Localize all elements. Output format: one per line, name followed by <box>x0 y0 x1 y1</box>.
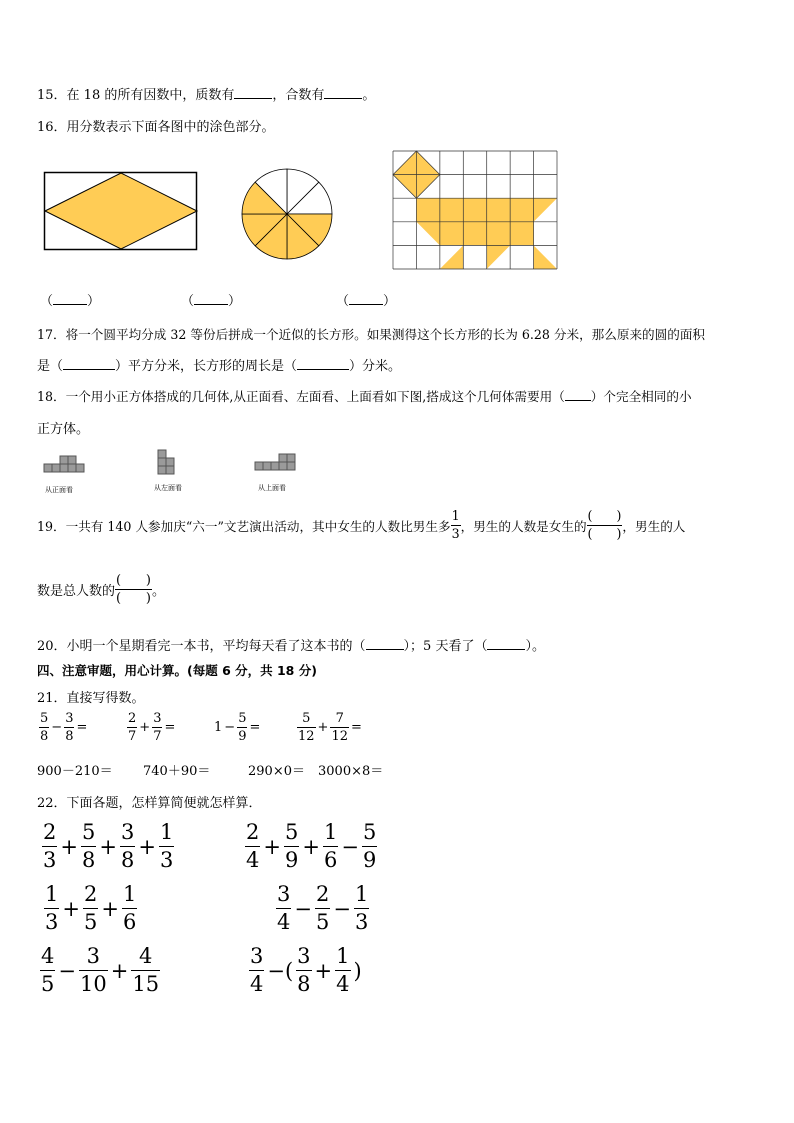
q18-top-view <box>255 450 297 474</box>
q17-line1: 17．将一个圆平均分成 32 等份后拼成一个近似的长方形。如果测得这个长方形的长为 6.28 分米，那么原来的圆的面积 <box>37 327 706 342</box>
q19-line1: 19．一共有 140 人参加庆“六一”文艺演出活动，其中女生的人数比男生多 $\frac{1}{3}$ ，男生的人数是女生的 $\frac{( )}{( )}$ ，男生的人 <box>37 508 686 541</box>
fraction: $\frac{3}{4}$ <box>250 944 264 996</box>
q21-int-3: 290×0＝ <box>248 764 305 779</box>
q20-blank-five-days[interactable] <box>487 638 525 650</box>
q21-int-2: 740＋90＝ <box>143 764 211 779</box>
fraction: $\frac{2}{4}$ <box>246 820 260 872</box>
operator: + <box>99 834 117 859</box>
operator: + <box>60 834 78 859</box>
q19-fraction-one-third: $\frac{1}{3}$ <box>451 508 460 541</box>
q20-blank-daily[interactable] <box>366 638 404 650</box>
q19-answer-fraction-2[interactable]: $\frac{( )}{( )}$ <box>116 573 151 606</box>
section-4-heading: 四、注意审题，用心计算。(每题 6 分，共 18 分) <box>37 663 317 678</box>
q15-line <box>37 84 375 103</box>
figure-rhombus <box>44 172 198 251</box>
fraction: $\frac{3}{10}$ <box>79 944 107 996</box>
q16-answer-2[interactable]: （ ） <box>181 294 242 309</box>
fraction: $\frac{2}{5}$ <box>83 882 98 934</box>
q22-expr-6 <box>249 946 365 995</box>
q21-int-4: 3000×8＝ <box>318 764 384 779</box>
fraction: $\frac{3}{4}$ <box>277 882 291 934</box>
q21-title: 21．直接写得数。 <box>37 691 145 706</box>
shaded-region <box>487 245 510 269</box>
figure-grid <box>393 151 558 271</box>
q20-line: 20．小明一个星期看完一本书，平均每天看了这本书的（ ）；5 天看了（ ）。 <box>37 639 545 654</box>
q21-expr-4: $\frac{5}{12}$ + $\frac{7}{12}$ = <box>298 711 362 744</box>
operator: + <box>138 834 156 859</box>
shaded-region <box>440 245 463 269</box>
operator: − <box>333 896 351 921</box>
q18-blank[interactable] <box>565 389 591 401</box>
fraction: $\frac{3}{8}$ <box>120 820 135 872</box>
q22-expr-3 <box>44 884 137 933</box>
close-paren: ) <box>353 958 362 983</box>
q18-label-front: 从正面看 <box>45 486 73 494</box>
fraction: $\frac{3}{8}$ <box>297 944 311 996</box>
q15-text-mid: ，合数有 <box>272 88 325 103</box>
q15-suffix: 。 <box>362 88 376 103</box>
operator: + <box>110 958 129 983</box>
fraction: $\frac{1}{3}$ <box>45 882 59 934</box>
operator: − <box>341 834 359 859</box>
q22-title: 22．下面各题，怎样算简便就怎样算． <box>37 796 262 811</box>
q22-expr-4 <box>276 884 369 933</box>
q16-title: 16．用分数表示下面各图中的涂色部分。 <box>37 120 275 135</box>
operator: − <box>58 958 76 983</box>
q17-line2: 是（ ）平方分米，长方形的周长是（ ）分米。 <box>37 359 402 374</box>
fraction: $\frac{5}{8}$ <box>81 820 96 872</box>
q21-expr-1: $\frac{5}{8}$ − $\frac{3}{8}$ = <box>40 711 88 744</box>
operator: − <box>294 896 312 921</box>
operator: + <box>302 834 320 859</box>
q19-answer-fraction-1[interactable]: $\frac{( )}{( )}$ <box>587 508 622 541</box>
q18-label-top: 从上面看 <box>258 484 286 492</box>
q21-expr-2: $\frac{2}{7}$ + $\frac{3}{7}$ = <box>128 711 176 744</box>
fraction: $\frac{1}{6}$ <box>122 882 137 934</box>
operator: + <box>263 834 281 859</box>
q22-expr-2 <box>245 822 377 871</box>
operator: −( <box>267 958 294 983</box>
fraction: $\frac{2}{5}$ <box>315 882 330 934</box>
q22-expr-5 <box>40 946 160 995</box>
fraction: $\frac{4}{5}$ <box>41 944 55 996</box>
q15-blank-composite[interactable] <box>324 87 362 99</box>
q21-expr-3: 1 − $\frac{5}{9}$ = <box>214 711 261 744</box>
operator: + <box>314 958 333 983</box>
q21-int-1: 900－210＝ <box>37 764 113 779</box>
operator: + <box>62 896 80 921</box>
fraction: $\frac{2}{3}$ <box>43 820 57 872</box>
fraction: $\frac{1}{3}$ <box>159 820 174 872</box>
q18-front-view <box>44 452 86 476</box>
q22-expr-1 <box>42 822 174 871</box>
fraction: $\frac{1}{6}$ <box>323 820 338 872</box>
q16-answer-3[interactable]: （ ） <box>336 294 397 309</box>
fraction: $\frac{1}{3}$ <box>354 882 369 934</box>
q15-blank-prime[interactable] <box>234 87 272 99</box>
q17-blank-perimeter[interactable] <box>297 358 349 370</box>
q15-text: 15．在 18 的所有因数中，质数有 <box>37 88 235 103</box>
q18-left-view <box>158 450 182 474</box>
fraction: $\frac{1}{4}$ <box>336 944 350 996</box>
fraction: $\frac{5}{9}$ <box>284 820 299 872</box>
shaded-region <box>534 245 557 269</box>
q16-answer-1[interactable]: （ ） <box>40 294 101 309</box>
q19-line2: 数是总人数的 $\frac{( )}{( )}$ 。 <box>37 573 165 606</box>
q18-line1: 18．一个用小正方体搭成的几何体,从正面看、左面看、上面看如下图,搭成这个几何体需要用（ ）个完全相同的小 <box>37 389 692 404</box>
operator: + <box>101 896 119 921</box>
figure-circle <box>241 168 333 260</box>
fraction: $\frac{5}{9}$ <box>362 820 377 872</box>
q18-line2: 正方体。 <box>37 422 90 437</box>
fraction: $\frac{4}{15}$ <box>132 944 160 996</box>
q17-blank-area[interactable] <box>63 358 115 370</box>
q18-label-left: 从左面看 <box>154 484 182 492</box>
